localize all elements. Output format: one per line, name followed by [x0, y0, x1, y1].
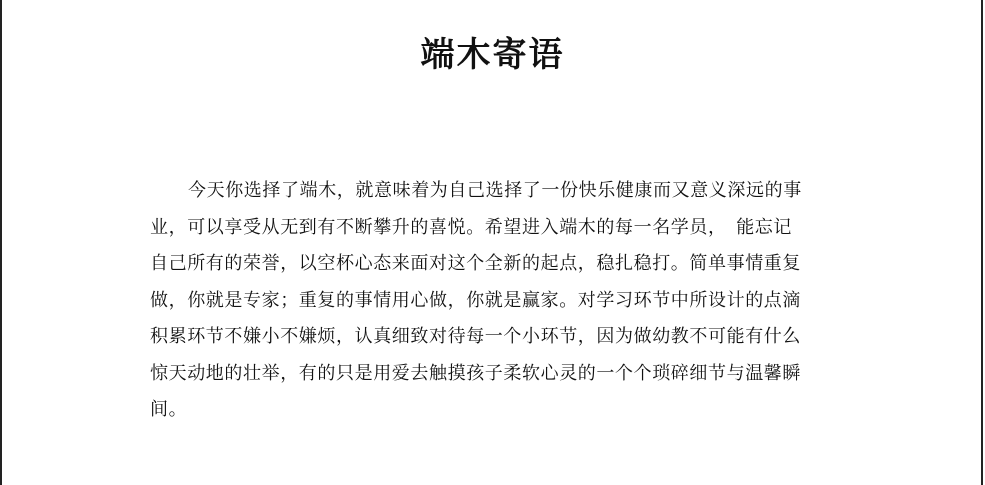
body-line-5: 积累环节不嫌小不嫌烦，认真细致对待每一个小环节，因为做幼教不可能有什么 [150, 326, 801, 347]
body-line-1: 今天你选择了端木，就意味着为自己选择了一份快乐健康而又意义深远的事 [188, 180, 802, 201]
document-body [150, 173, 835, 429]
body-line-2: 业，可以享受从无到有不断攀升的喜悦。希望进入端木的每一名学员， 能忘记 [150, 216, 792, 238]
body-line-4: 做，你就是专家；重复的事情用心做，你就是赢家。对学习环节中所设计的点滴 [150, 289, 801, 311]
document-title: 端木寄语 [420, 34, 565, 75]
body-line-7: 间。 [150, 399, 188, 420]
body-line-6: 惊天动地的壮举，有的只是用爱去触摸孩子柔软心灵的一个个琐碎细节与温馨瞬 [150, 362, 801, 384]
body-line-3: 自己所有的荣誉，以空杯心态来面对这个全新的起点，稳扎稳打。简单事情重复 [150, 253, 801, 274]
